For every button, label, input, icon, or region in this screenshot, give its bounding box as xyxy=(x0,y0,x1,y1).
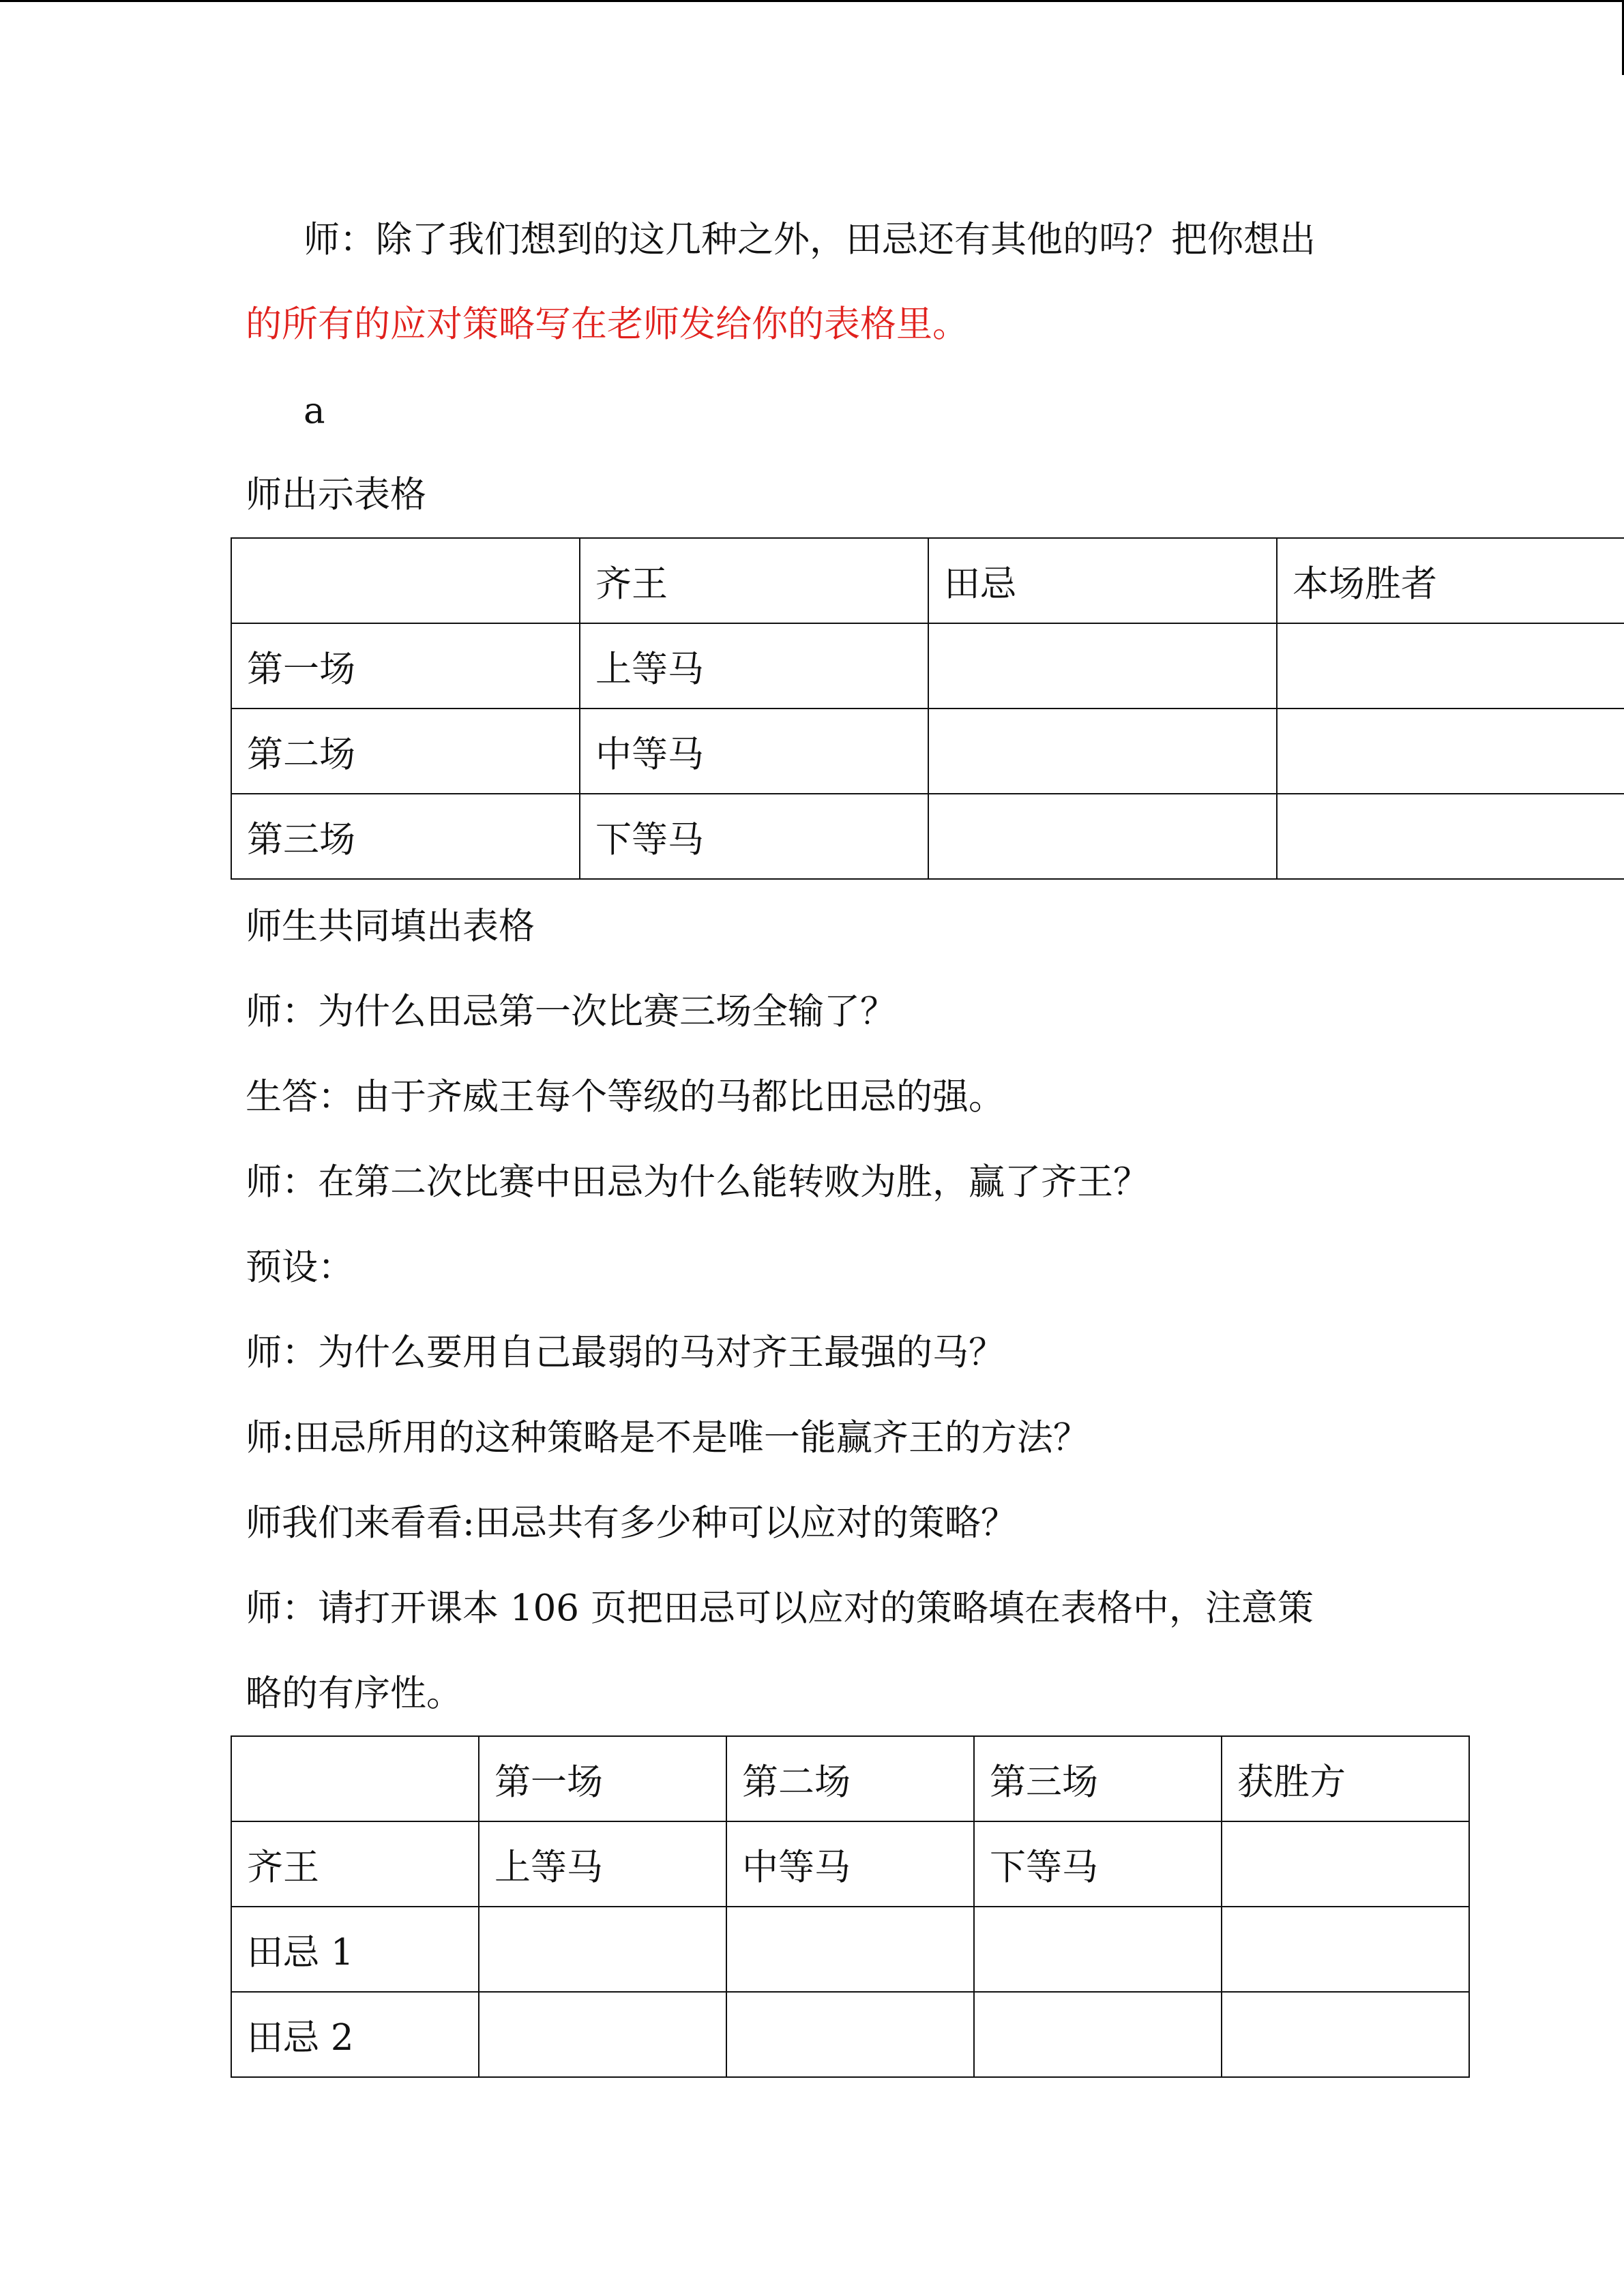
table-cell: 田忌 2 xyxy=(231,1992,479,2077)
table-cell xyxy=(928,709,1277,794)
table-cell xyxy=(726,1992,974,2077)
table-cell xyxy=(1222,1821,1469,1907)
table-cell xyxy=(1222,1907,1469,1992)
paragraph-line: 师：除了我们想到的这几种之外，田忌还有其他的吗？把你想出 xyxy=(304,219,1316,260)
table-cell: 第三场 xyxy=(974,1736,1222,1821)
table-cell xyxy=(974,1907,1222,1992)
table-cell: 齐王 xyxy=(580,538,928,623)
table-row xyxy=(231,709,1624,794)
paragraph-line: 生答：由于齐威王每个等级的马都比田忌的强。 xyxy=(246,1076,1005,1118)
table-header-row xyxy=(231,538,1624,623)
paragraph-line: 师：在第二次比赛中田忌为什么能转败为胜，赢了齐王？ xyxy=(246,1161,1149,1203)
table-cell: 齐王 xyxy=(231,1821,479,1907)
paragraph-line: 略的有序性。 xyxy=(246,1673,462,1714)
table-cell xyxy=(479,1992,726,2077)
table-cell: 上等马 xyxy=(580,623,928,709)
table-cell: 上等马 xyxy=(479,1821,726,1907)
table-cell: 第二场 xyxy=(726,1736,974,1821)
table-cell xyxy=(928,794,1277,879)
table-cell: 下等马 xyxy=(580,794,928,879)
strategy-table-2 xyxy=(231,1735,1470,2078)
table-row xyxy=(231,1907,1469,1992)
table-cell: 第一场 xyxy=(479,1736,726,1821)
table-cell: 本场胜者 xyxy=(1277,538,1624,623)
paragraph-line: 师：为什么田忌第一次比赛三场全输了？ xyxy=(246,991,896,1032)
table-cell xyxy=(1277,794,1624,879)
table-cell xyxy=(928,623,1277,709)
table-row xyxy=(231,1992,1469,2077)
table-cell: 田忌 xyxy=(928,538,1277,623)
paragraph-line: 师：为什么要用自己最弱的马对齐王最强的马？ xyxy=(246,1332,1005,1373)
paragraph-line: 师：请打开课本 106 页把田忌可以应对的策略填在表格中，注意策 xyxy=(246,1587,1314,1629)
paragraph-line: 师我们来看看:田忌共有多少种可以应对的策略？ xyxy=(246,1502,1017,1544)
table-cell: 第一场 xyxy=(231,623,580,709)
table-cell xyxy=(231,1736,479,1821)
page-top-border xyxy=(0,0,1624,2)
table-cell xyxy=(974,1992,1222,2077)
table-cell xyxy=(1222,1992,1469,2077)
paragraph-line: 师出示表格 xyxy=(246,474,426,516)
table-header-row xyxy=(231,1736,1469,1821)
table-cell xyxy=(231,538,580,623)
table-cell: 中等马 xyxy=(726,1821,974,1907)
table-cell xyxy=(726,1907,974,1992)
table-cell xyxy=(1277,623,1624,709)
table-cell xyxy=(479,1907,726,1992)
table-cell: 获胜方 xyxy=(1222,1736,1469,1821)
table-cell: 田忌 1 xyxy=(231,1907,479,1992)
table-row xyxy=(231,1821,1469,1907)
horse-race-table-1 xyxy=(231,537,1624,880)
paragraph-line: 师生共同填出表格 xyxy=(246,906,535,947)
table-cell: 中等马 xyxy=(580,709,928,794)
table-cell xyxy=(1277,709,1624,794)
table-row xyxy=(231,623,1624,709)
paragraph-line: 师:田忌所用的这种策略是不是唯一能赢齐王的方法？ xyxy=(246,1417,1089,1459)
table-cell: 下等马 xyxy=(974,1821,1222,1907)
highlighted-instruction: 的所有的应对策略写在老师发给你的表格里。 xyxy=(246,303,969,345)
paragraph-line: 预设： xyxy=(246,1247,354,1288)
table-cell: 第三场 xyxy=(231,794,580,879)
table-cell: 第二场 xyxy=(231,709,580,794)
marker-a: a xyxy=(304,390,325,432)
table-row xyxy=(231,794,1624,879)
